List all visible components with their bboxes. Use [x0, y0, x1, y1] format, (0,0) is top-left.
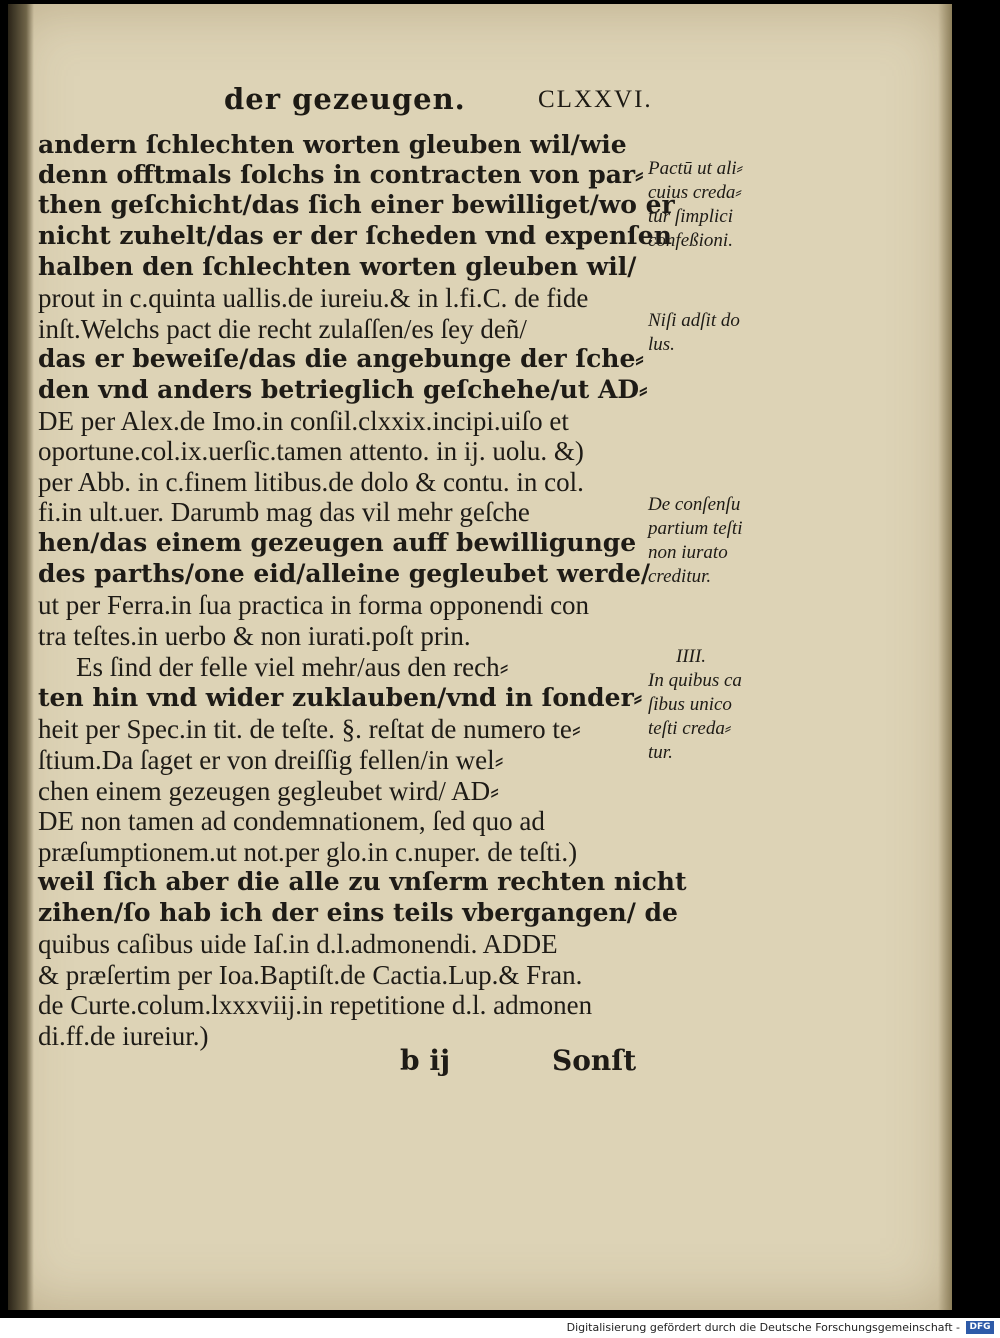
text-line: then geſchicht/das ſich einer bewilliget/wo er	[38, 190, 675, 219]
text-line: & præſertim per Ioa.Baptiſt.de Cactia.Lup.& Fran.	[38, 960, 583, 990]
text-line: nicht zuhelt/das er der ſcheden vnd expenſen	[38, 221, 672, 250]
text-line: Es ſind der felle viel mehr/aus den rech⸗	[76, 652, 509, 682]
text-line: chen einem gezeugen gegleubet wird/ AD⸗	[38, 776, 500, 806]
text-line: prout in c.quinta uallis.de iureiu.& in l.fi.C. de fide	[38, 283, 589, 313]
text-line: fi.in ult.uer. Darumb mag das vil mehr geſche	[38, 497, 530, 527]
text-line: ſtium.Da ſaget er von dreiſſig fellen/in wel⸗	[38, 745, 504, 775]
text-line: andern ſchlechten worten gleuben wil/wie	[38, 130, 627, 159]
folio-number: CLXXVI.	[538, 86, 653, 113]
text-line: denn offtmals ſolchs in contracten von par⸗	[38, 160, 644, 189]
margin-note-line: lus.	[648, 334, 675, 355]
text-line: das er beweiſe/das die angebunge der ſche⸗	[38, 344, 644, 373]
margin-note-line: Pactū ut ali⸗	[648, 158, 743, 179]
page-spine-shadow	[8, 4, 34, 1310]
margin-note-line: De conſenſu	[648, 494, 741, 515]
text-line: heit per Spec.in tit. de teſte. §. reſtat de numero te⸗	[38, 714, 581, 744]
text-line: den vnd anders betrieglich geſchehe/ut AD⸗	[38, 375, 648, 404]
text-line: ten hin vnd wider zuklauben/vnd in ſonder⸗	[38, 683, 643, 712]
text-line: halben den ſchlechten worten gleuben wil/	[38, 252, 637, 281]
margin-note-line: partium teſti	[648, 518, 743, 539]
text-line: oportune.col.ix.uerſic.tamen attento. in ij. uolu. &)	[38, 436, 584, 466]
text-line: per Abb. in c.finem litibus.de dolo & contu. in col.	[38, 467, 584, 497]
margin-note-line: In quibus ca	[648, 670, 742, 691]
margin-note-line: cuius creda⸗	[648, 182, 742, 203]
signature-mark: b ij	[400, 1044, 451, 1077]
text-line: ut per Ferra.in ſua practica in forma opponendi con	[38, 590, 590, 620]
text-line: inſt.Welchs pact die recht zulaſſen/es ſey deñ/	[38, 314, 527, 344]
text-line: præſumptionem.ut not.per glo.in c.nuper. de teſti.)	[38, 837, 578, 867]
running-head: der gezeugen.	[224, 82, 466, 116]
text-line: DE non tamen ad condemnationem, ſed quo ad	[38, 806, 545, 836]
margin-note-line: teſti creda⸗	[648, 718, 732, 739]
margin-note-line: creditur.	[648, 566, 712, 587]
margin-note-line: ſibus unico	[648, 694, 732, 715]
text-line: quibus caſibus uide Iaſ.in d.l.admonendi. ADDE	[38, 929, 558, 959]
text-line: weil ſich aber die alle zu vnſerm rechten nicht	[38, 867, 687, 896]
text-line: tra teſtes.in uerbo & non iurati.poſt prin.	[38, 621, 471, 651]
dfg-logo: DFG	[966, 1321, 994, 1334]
margin-note-line: non iurato	[648, 542, 728, 563]
text-line: zihen/ſo hab ich der eins teils vbergangen/ de	[38, 898, 678, 927]
page-edge	[938, 4, 952, 1310]
text-line: des parths/one eid/alleine gegleubet werde/	[38, 559, 650, 588]
margin-note-line: Niſi adſit do	[648, 310, 740, 331]
margin-note-line: confeßioni.	[648, 230, 733, 251]
text-line: hen/das einem gezeugen auff bewilligunge	[38, 528, 637, 557]
text-line: DE per Alex.de Imo.in conſil.clxxix.incipi.uiſo et	[38, 406, 569, 436]
margin-note-line: tur.	[648, 742, 673, 763]
text-line: di.ff.de iureiur.)	[38, 1021, 209, 1051]
footer-credit: Digitalisierung gefördert durch die Deutsche Forschungsgemeinschaft -	[566, 1321, 960, 1334]
margin-note-line: tur ſimplici	[648, 206, 733, 227]
text-line: de Curte.colum.lxxxviij.in repetitione d.l. admonen	[38, 990, 593, 1020]
margin-note-line: IIII.	[676, 646, 707, 667]
catchword: Sonſt	[552, 1044, 637, 1077]
